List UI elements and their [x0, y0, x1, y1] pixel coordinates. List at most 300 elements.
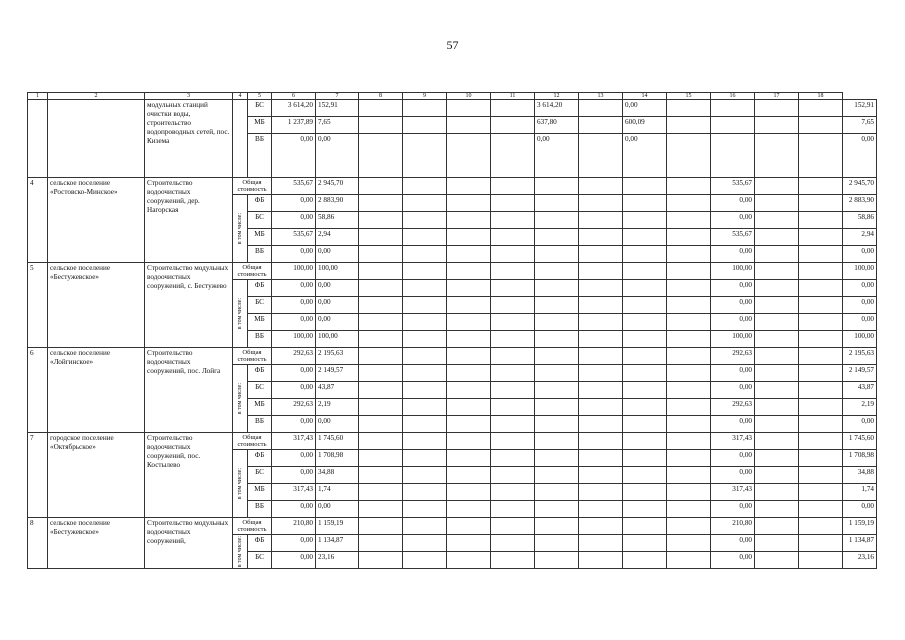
cell-col7	[359, 212, 403, 229]
column-number: 4	[233, 93, 248, 100]
cell-col14	[667, 501, 711, 518]
object-description: Строительство водоочистных сооружений, пос. Костылево	[145, 433, 233, 518]
cell-col14	[667, 280, 711, 297]
settlement-name: сельское поселение «Лойгинское»	[48, 348, 145, 433]
cell-col13	[623, 416, 667, 433]
cell-col14	[667, 518, 711, 535]
funding-source: ВБ	[248, 416, 272, 433]
cell-col16	[755, 399, 799, 416]
cell-col12	[579, 535, 623, 552]
cell-col17	[799, 331, 843, 348]
cell-col11	[535, 450, 579, 467]
cell-col17	[799, 280, 843, 297]
cell-col8	[403, 467, 447, 484]
settlement-name: сельское поселение «Ростовско-Минское»	[48, 178, 145, 263]
cell-col16	[755, 433, 799, 450]
cell-col9	[447, 484, 491, 501]
column-number: 5	[248, 93, 272, 100]
cell-col7	[359, 297, 403, 314]
table-row	[28, 93, 877, 100]
cell-col17	[799, 246, 843, 263]
cell-col18: 100,00	[843, 263, 877, 280]
cell-col15: 292,63	[711, 399, 755, 416]
cell-col17	[799, 399, 843, 416]
cell-col13: 0,00	[623, 100, 667, 117]
cell-col5: 0,00	[272, 280, 316, 297]
cell-col5: 292,63	[272, 399, 316, 416]
cell-col10	[491, 518, 535, 535]
cell-col14	[667, 195, 711, 212]
cell-col2	[48, 100, 145, 178]
cell-col7	[359, 331, 403, 348]
cell-col18: 2,94	[843, 229, 877, 246]
cell-col12	[579, 280, 623, 297]
cell-col16	[755, 382, 799, 399]
funding-source: ВБ	[248, 246, 272, 263]
cell-col5: 0,00	[272, 365, 316, 382]
cell-col16	[755, 365, 799, 382]
row-number: 5	[28, 263, 48, 348]
cell-col10	[491, 331, 535, 348]
cell-col18: 2,19	[843, 399, 877, 416]
cell-col11	[535, 280, 579, 297]
cell-col8	[403, 399, 447, 416]
cell-col11	[535, 178, 579, 195]
cell-col9	[447, 117, 491, 134]
incl-label-text: в том числе:	[237, 382, 243, 415]
cell-col12	[579, 246, 623, 263]
cell-col15: 0,00	[711, 467, 755, 484]
cell-col12	[579, 450, 623, 467]
cell-col18: 0,00	[843, 280, 877, 297]
total-label	[233, 348, 272, 365]
cell-col6: 1 159,19	[316, 518, 359, 535]
cell-col10	[491, 365, 535, 382]
cell-col8	[403, 263, 447, 280]
cell-col15: 0,00	[711, 365, 755, 382]
cell-col8	[403, 134, 447, 178]
cell-col10	[491, 467, 535, 484]
cell-col18: 152,91	[843, 100, 877, 117]
cell-col18: 0,00	[843, 297, 877, 314]
cell-col15: 0,00	[711, 280, 755, 297]
cell-col17	[799, 433, 843, 450]
cell-col10	[491, 178, 535, 195]
cell-col13: 600,09	[623, 117, 667, 134]
total-label-text: Общая стоимость	[237, 179, 267, 193]
cell-col16	[755, 535, 799, 552]
cell-col7	[359, 229, 403, 246]
cell-col11	[535, 314, 579, 331]
funding-source: ВБ	[248, 501, 272, 518]
cell-col16	[755, 246, 799, 263]
cell-col11	[535, 331, 579, 348]
cell-col17	[799, 314, 843, 331]
cell-col5: 0,00	[272, 416, 316, 433]
object-description: Строительство водоочистных сооружений, дер. Нагорская	[145, 178, 233, 263]
cell-col14	[667, 399, 711, 416]
cell-col18: 34,88	[843, 467, 877, 484]
cell-col17	[799, 134, 843, 178]
cell-col16	[755, 484, 799, 501]
cell-col6: 0,00	[316, 134, 359, 178]
cell-col16	[755, 100, 799, 117]
object-description: Строительство модульных водоочистных сооружений,	[145, 518, 233, 569]
cell-col18: 2 195,63	[843, 348, 877, 365]
cell-col7	[359, 501, 403, 518]
cell-col8	[403, 501, 447, 518]
funding-source: МБ	[248, 399, 272, 416]
cell-col13	[623, 314, 667, 331]
cell-col17	[799, 450, 843, 467]
cell-col10	[491, 382, 535, 399]
table-row	[28, 100, 877, 117]
incl-label	[233, 535, 248, 569]
cell-col7	[359, 518, 403, 535]
cell-col5: 317,43	[272, 484, 316, 501]
cell-col16	[755, 501, 799, 518]
object-description: Строительство водоочистных сооружений, пос. Лойга	[145, 348, 233, 433]
cell-col14	[667, 484, 711, 501]
total-label-text: Общая стоимость	[237, 349, 267, 363]
cell-col6: 2 883,90	[316, 195, 359, 212]
cell-col14	[667, 314, 711, 331]
cell-col10	[491, 433, 535, 450]
cell-col17	[799, 178, 843, 195]
cell-col18: 2 149,57	[843, 365, 877, 382]
cell-col8	[403, 552, 447, 569]
cell-col18: 1 708,98	[843, 450, 877, 467]
cell-col14	[667, 433, 711, 450]
cell-col15: 0,00	[711, 450, 755, 467]
cell-col7	[359, 117, 403, 134]
cell-col13	[623, 348, 667, 365]
cell-col12	[579, 416, 623, 433]
cell-col7	[359, 195, 403, 212]
cell-col15: 100,00	[711, 331, 755, 348]
cell-col16	[755, 134, 799, 178]
cell-col17	[799, 552, 843, 569]
funding-source: МБ	[248, 229, 272, 246]
cell-col14	[667, 246, 711, 263]
funding-source: МБ	[248, 484, 272, 501]
cell-col7	[359, 314, 403, 331]
cell-col14	[667, 212, 711, 229]
cell-col5: 100,00	[272, 263, 316, 280]
cell-col8	[403, 348, 447, 365]
cell-col7	[359, 134, 403, 178]
cell-col13	[623, 331, 667, 348]
cell-col18: 43,87	[843, 382, 877, 399]
column-number: 15	[667, 93, 711, 100]
cell-col7	[359, 450, 403, 467]
cell-col14	[667, 331, 711, 348]
cell-col11	[535, 433, 579, 450]
cell-col10	[491, 117, 535, 134]
row-number: 4	[28, 178, 48, 263]
funding-source: ВБ	[248, 134, 272, 178]
cell-col6: 2,19	[316, 399, 359, 416]
cell-col9	[447, 365, 491, 382]
cell-col5: 1 237,89	[272, 117, 316, 134]
cell-col9	[447, 263, 491, 280]
cell-col6: 152,91	[316, 100, 359, 117]
cell-col15: 0,00	[711, 552, 755, 569]
cell-col9	[447, 100, 491, 117]
cell-col5: 0,00	[272, 212, 316, 229]
object-description: модульных станций очистки воды, строительство водопроводных сетей, пос. Кизема	[145, 100, 233, 178]
total-label-text: Общая стоимость	[237, 434, 267, 448]
table-row	[28, 518, 877, 535]
cell-col8	[403, 314, 447, 331]
cell-col17	[799, 117, 843, 134]
cell-col14	[667, 382, 711, 399]
funding-source: БС	[248, 467, 272, 484]
cell-col15: 210,80	[711, 518, 755, 535]
settlement-name: сельское поселение «Бестужевское»	[48, 263, 145, 348]
cell-col15	[711, 134, 755, 178]
cell-col6: 0,00	[316, 416, 359, 433]
cell-col12	[579, 348, 623, 365]
cell-col14	[667, 178, 711, 195]
funding-source: БС	[248, 212, 272, 229]
cell-col18: 7,65	[843, 117, 877, 134]
cell-col15: 0,00	[711, 314, 755, 331]
cell-col12	[579, 518, 623, 535]
cell-col9	[447, 433, 491, 450]
total-label	[233, 178, 272, 195]
cell-col16	[755, 280, 799, 297]
cell-col5: 0,00	[272, 552, 316, 569]
cell-col10	[491, 501, 535, 518]
funding-source: ФБ	[248, 195, 272, 212]
cell-col7	[359, 263, 403, 280]
funding-source: ФБ	[248, 450, 272, 467]
cell-col15: 535,67	[711, 229, 755, 246]
cell-col1	[28, 100, 48, 178]
cell-col17	[799, 501, 843, 518]
cell-col9	[447, 314, 491, 331]
cell-col14	[667, 134, 711, 178]
funding-source: БС	[248, 382, 272, 399]
cell-col16	[755, 467, 799, 484]
cell-col15: 0,00	[711, 212, 755, 229]
cell-col12	[579, 501, 623, 518]
column-number: 17	[755, 93, 799, 100]
cell-col15: 0,00	[711, 416, 755, 433]
cell-col13	[623, 263, 667, 280]
cell-col7	[359, 280, 403, 297]
cell-col12	[579, 484, 623, 501]
cell-col17	[799, 518, 843, 535]
budget-table	[27, 92, 877, 569]
cell-col5: 0,00	[272, 535, 316, 552]
cell-col7	[359, 399, 403, 416]
table-row	[28, 348, 877, 365]
cell-col8	[403, 331, 447, 348]
cell-col11	[535, 552, 579, 569]
cell-col14	[667, 450, 711, 467]
cell-col10	[491, 297, 535, 314]
cell-col13	[623, 399, 667, 416]
cell-col18: 0,00	[843, 501, 877, 518]
cell-col14	[667, 467, 711, 484]
column-number: 6	[272, 93, 316, 100]
column-number: 7	[316, 93, 359, 100]
object-description: Строительство модульных водоочистных сооружений, с. Бестужево	[145, 263, 233, 348]
column-number: 11	[491, 93, 535, 100]
cell-col13: 0,00	[623, 134, 667, 178]
cell-col7	[359, 535, 403, 552]
page-number: 57	[446, 38, 459, 52]
cell-col6: 0,00	[316, 246, 359, 263]
cell-col7	[359, 246, 403, 263]
cell-col11	[535, 246, 579, 263]
cell-col9	[447, 382, 491, 399]
cell-col15: 0,00	[711, 195, 755, 212]
cell-col16	[755, 178, 799, 195]
cell-col15: 535,67	[711, 178, 755, 195]
cell-col17	[799, 195, 843, 212]
cell-col13	[623, 484, 667, 501]
cell-col10	[491, 195, 535, 212]
cell-col9	[447, 195, 491, 212]
column-number: 13	[579, 93, 623, 100]
cell-col10	[491, 100, 535, 117]
cell-col4	[233, 100, 248, 178]
cell-col8	[403, 297, 447, 314]
cell-col13	[623, 297, 667, 314]
cell-col16	[755, 450, 799, 467]
cell-col14	[667, 552, 711, 569]
cell-col12	[579, 314, 623, 331]
column-number: 1	[28, 93, 48, 100]
cell-col11	[535, 416, 579, 433]
cell-col8	[403, 280, 447, 297]
table-row	[28, 263, 877, 280]
cell-col9	[447, 518, 491, 535]
cell-col11	[535, 365, 579, 382]
cell-col16	[755, 518, 799, 535]
total-label-text: Общая стоимость	[237, 519, 267, 533]
cell-col13	[623, 501, 667, 518]
cell-col13	[623, 518, 667, 535]
column-number: 12	[535, 93, 579, 100]
cell-col13	[623, 552, 667, 569]
column-number: 16	[711, 93, 755, 100]
column-number: 18	[799, 93, 843, 100]
cell-col6: 1 745,60	[316, 433, 359, 450]
cell-col16	[755, 348, 799, 365]
cell-col11: 3 614,20	[535, 100, 579, 117]
cell-col17	[799, 416, 843, 433]
funding-source: ВБ	[248, 331, 272, 348]
cell-col11	[535, 518, 579, 535]
cell-col5: 0,00	[272, 501, 316, 518]
cell-col15: 0,00	[711, 501, 755, 518]
cell-col11: 637,80	[535, 117, 579, 134]
cell-col5: 292,63	[272, 348, 316, 365]
column-number: 3	[145, 93, 233, 100]
cell-col14	[667, 535, 711, 552]
cell-col16	[755, 297, 799, 314]
cell-col12	[579, 100, 623, 117]
cell-col9	[447, 552, 491, 569]
funding-source: БС	[248, 297, 272, 314]
cell-col6: 2 195,63	[316, 348, 359, 365]
cell-col10	[491, 552, 535, 569]
incl-label-text: в том числе:	[237, 535, 243, 568]
cell-col14	[667, 348, 711, 365]
funding-source: ФБ	[248, 280, 272, 297]
cell-col6: 1 708,98	[316, 450, 359, 467]
cell-col7	[359, 467, 403, 484]
cell-col12	[579, 433, 623, 450]
cell-col11	[535, 263, 579, 280]
total-label	[233, 518, 272, 535]
cell-col15	[711, 100, 755, 117]
cell-col13	[623, 178, 667, 195]
cell-col17	[799, 263, 843, 280]
cell-col9	[447, 348, 491, 365]
cell-col10	[491, 134, 535, 178]
cell-col11	[535, 484, 579, 501]
funding-source: МБ	[248, 314, 272, 331]
cell-col9	[447, 178, 491, 195]
cell-col5: 210,80	[272, 518, 316, 535]
cell-col12	[579, 134, 623, 178]
cell-col18: 58,86	[843, 212, 877, 229]
cell-col12	[579, 195, 623, 212]
cell-col16	[755, 416, 799, 433]
cell-col17	[799, 467, 843, 484]
cell-col12	[579, 263, 623, 280]
cell-col12	[579, 467, 623, 484]
cell-col15: 317,43	[711, 484, 755, 501]
cell-col14	[667, 100, 711, 117]
cell-col17	[799, 100, 843, 117]
cell-col7	[359, 552, 403, 569]
cell-col13	[623, 450, 667, 467]
cell-col18: 1,74	[843, 484, 877, 501]
cell-col8	[403, 212, 447, 229]
cell-col10	[491, 416, 535, 433]
column-number: 9	[403, 93, 447, 100]
cell-col9	[447, 535, 491, 552]
cell-col18: 0,00	[843, 134, 877, 178]
cell-col5: 100,00	[272, 331, 316, 348]
cell-col6: 7,65	[316, 117, 359, 134]
cell-col14	[667, 263, 711, 280]
cell-col8	[403, 100, 447, 117]
cell-col6: 58,86	[316, 212, 359, 229]
cell-col6: 23,16	[316, 552, 359, 569]
cell-col10	[491, 484, 535, 501]
cell-col15: 0,00	[711, 297, 755, 314]
cell-col13	[623, 195, 667, 212]
cell-col8	[403, 433, 447, 450]
cell-col8	[403, 195, 447, 212]
cell-col12	[579, 297, 623, 314]
incl-label-text: в том числе:	[237, 467, 243, 500]
cell-col9	[447, 399, 491, 416]
cell-col7	[359, 100, 403, 117]
cell-col6: 0,00	[316, 297, 359, 314]
cell-col7	[359, 178, 403, 195]
settlement-name: сельское поселение «Бестужевское»	[48, 518, 145, 569]
incl-label	[233, 280, 248, 348]
cell-col9	[447, 212, 491, 229]
